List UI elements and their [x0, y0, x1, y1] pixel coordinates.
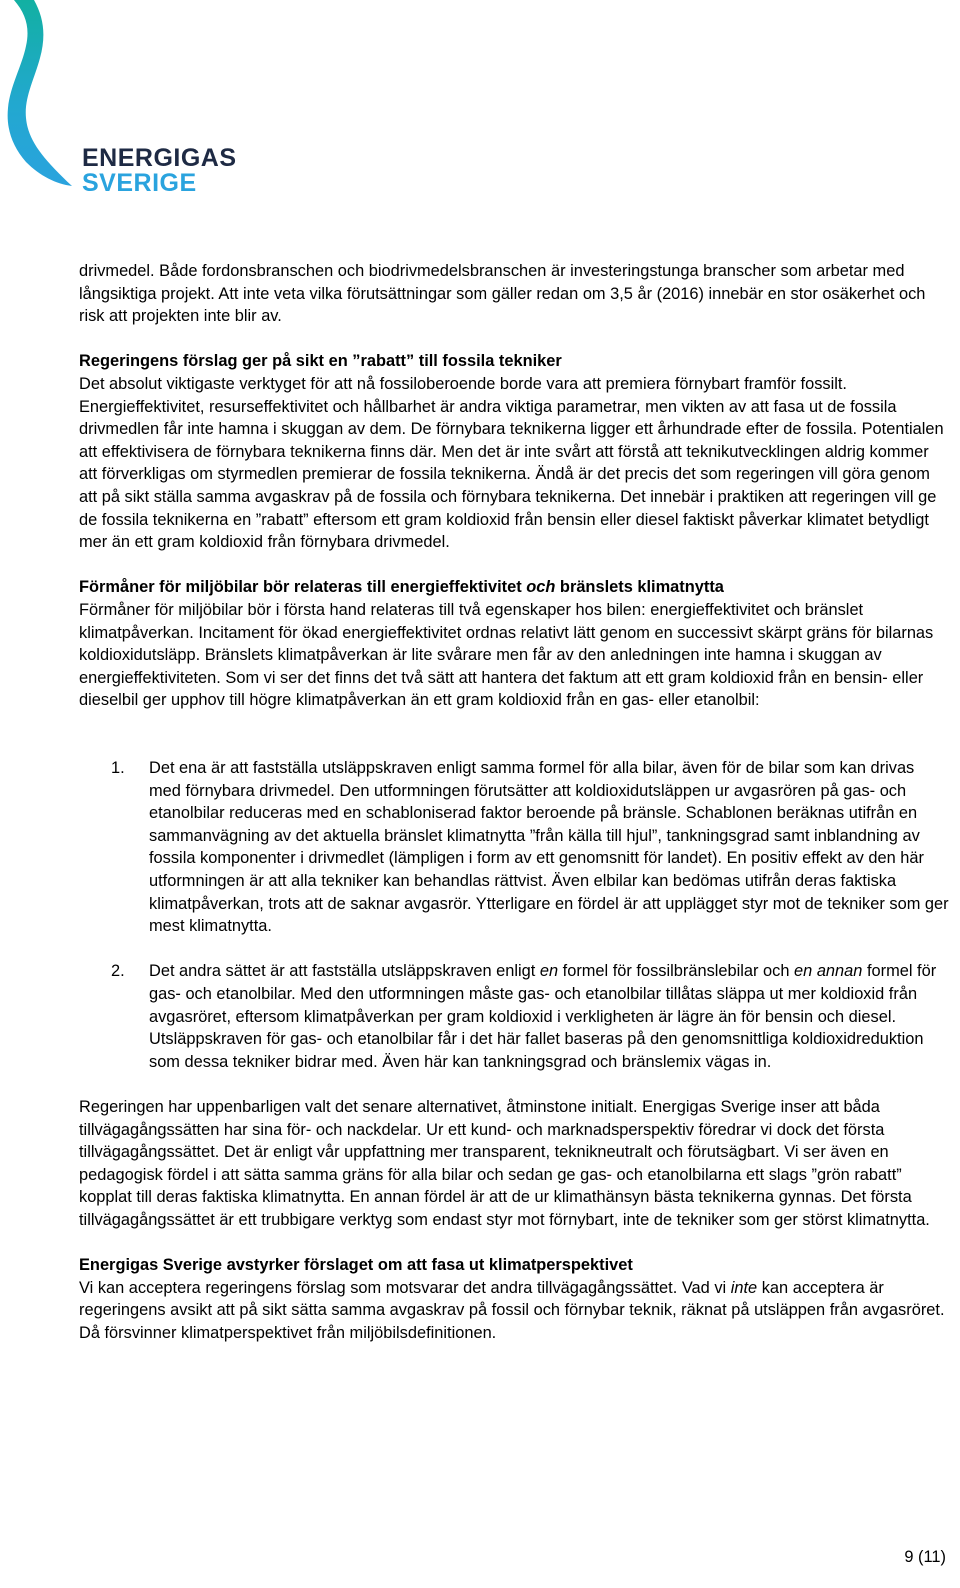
list-item-text: formel för gas- och etanolbilar. Med den utformningen måste gas- och etanolbilar tillåtas släppa ut mer koldioxid från avgasröret, eftersom klimatpåverkan per gram koldioxid i verkligheten är lägre än för bensin och diesel. Utsläppskraven för gas- och etanolbilar får i det här fallet baseras på den genomsnittliga koldioxidreduktion som dessa tekniker bidrar med. Även här kan tankningsgrad och bränslemix vägas in. — [149, 962, 937, 1071]
page-number: 9 (11) — [904, 1548, 946, 1566]
list-item-text: Det ena är att fastställa utsläppskraven enligt samma formel för alla bilar, även för de bilar som kan drivas med förnybara drivmedel. Den utformningen förutsätter att koldioxidutsläppen ur avgasrören på gas- och etanolbilar reduceras med en schabloniserad faktor beroende på bränsle. Schablonen beräknas utifrån en sammanvägning av det aktuella bränslet klimatnytta ”från källa till hjul”, tankningsgrad samt inblandning av fossila komponenter i drivmedlet (lämpligen i form av ett genomsnitt för landet). En positiv effekt av den här utformningen är att alla tekniker kan behandlas rättvist. Även elbilar kan bedömas utifrån deras faktiska klimatpåverkan, trots att de saknar avgasrör. Ytterligare en fördel är att upplägget styr mot de tekniker som ger mest klimatnytta. — [149, 759, 949, 936]
section-heading-formaner — [79, 576, 949, 599]
paragraph-avstyrker — [79, 1277, 949, 1345]
section-heading-rabatt: Regeringens förslag ger på sikt en ”rabatt” till fossila tekniker — [79, 352, 562, 371]
list-item-number: 1. — [111, 759, 125, 778]
heading-formaner-italic: och — [526, 578, 556, 597]
list-item — [79, 757, 949, 938]
section-heading-avstyrker: Energigas Sverige avstyrker förslaget om att fasa ut klimatperspektivet — [79, 1256, 633, 1275]
list-item-italic: en — [539, 962, 559, 981]
list-item-number: 2. — [111, 962, 125, 981]
paragraph-regeringen: Regeringen har uppenbarligen valt det senare alternativet, åtminstone initialt. Energigas Sverige inser att båda tillvägagångssätten har sina för- och nackdelar. Ur ett kund- och marknadsperspektiv föredrar vi dock det första tillvägagångssättet. Det är enligt vår uppfattning mer transparent, teknikneutralt och förutsägbart. Vi ser även en pedagogisk fördel i att sätta samma gräns för alla bilar och sedan ge gas- och etanolbilarna ett slags ”grön rabatt” kopplat till deras faktiska klimatnytta. En annan fördel är att de ur klimathänsyn bästa teknikerna gynnas. Det första tillvägagångssättet är ett trubbigare verktyg som endast styr mot förnybart, inte de tekniker som ger störst klimatnytta. — [79, 1097, 930, 1229]
logo-text-energigas: ENERGIGAS — [82, 144, 237, 172]
document-body — [79, 260, 949, 1345]
numbered-list — [79, 757, 949, 1073]
heading-formaner-part1: Förmåner för miljöbilar bör relateras till energieffektivitet — [79, 578, 527, 597]
paragraph-formaner: Förmåner för miljöbilar bör i första hand relateras till två egenskaper hos bilen: energieffektivitet och bränslet klimatpåverkan. Incitament för ökad energieffektivitet ordnas relativt lätt genom en successivt skärpt gräns för bilarnas koldioxidutsläpp. Bränslets klimatpåverkan är lite svårare men får av den anledningen inte hamna i skuggan av energieffektiviteten. Som vi ser det finns det två sätt att hantera det faktum att ett gram koldioxid från en bensin- eller dieselbil ger upphov till högre klimatpåverkan än ett gram koldioxid från en gas- eller etanolbil: — [79, 600, 934, 710]
heading-formaner-part2: bränslets klimatnytta — [555, 578, 724, 597]
list-item-text: Det andra sättet är att fastställa utsläppskraven enligt — [149, 962, 540, 981]
logo-text-sverige: SVERIGE — [82, 169, 197, 197]
list-item-text: formel för fossilbränslebilar och — [558, 962, 795, 981]
paragraph-avstyrker-italic: inte — [730, 1278, 758, 1297]
paragraph-avstyrker-a: Vi kan acceptera regeringens förslag som motsvarar det andra tillvägagångssättet. Vad vi — [79, 1278, 731, 1297]
list-item — [79, 960, 949, 1073]
paragraph-rabatt: Det absolut viktigaste verktyget för att nå fossiloberoende borde vara att premiera förnybart framför fossilt. Energieffektivitet, resurseffektivitet och hållbarhet är andra viktiga parametrar, men vikten av att fasa ut de fossila drivmedlen får inte hamna i skuggan av dem. De förnybara teknikerna ligger ett århundrade efter de fossila. Potentialen att effektivisera de förnybara teknikerna finns där. Men det är inte svårt att förstå att teknikutvecklingen aldrig kommer att förverkligas om styrmedlen premierar de fossila teknikerna. Ändå är det precis det som regeringen vill göra genom att på sikt ställa samma avgaskrav på de fossila och förnybara teknikerna. Det innebär i praktiken att regeringen vill ge de fossila teknikerna en ”rabatt” eftersom ett gram koldioxid från bensin eller diesel faktiskt påverkar klimatet betydligt mer än ett gram koldioxid från förnybara drivmedel. — [79, 374, 944, 552]
intro-paragraph: drivmedel. Både fordonsbranschen och biodrivmedelsbranschen är investeringstunga branscher som arbetar med långsiktiga projekt. Att inte veta vilka förutsättningar som gäller redan om 3,5 år (2016) innebär en stor osäkerhet och risk att projekten inte blir av. — [79, 262, 926, 326]
list-item-italic: en annan — [794, 962, 863, 981]
energigas-sverige-logo — [0, 0, 240, 200]
paragraph-avstyrker-b: kan acceptera är regeringens avsikt att på sikt sätta samma avgaskrav på fossil och förnybar teknik, räknat på utsläppen från avgasröret. Då försvinner klimatperspektivet från miljöbilsdefinitionen. — [79, 1278, 945, 1342]
